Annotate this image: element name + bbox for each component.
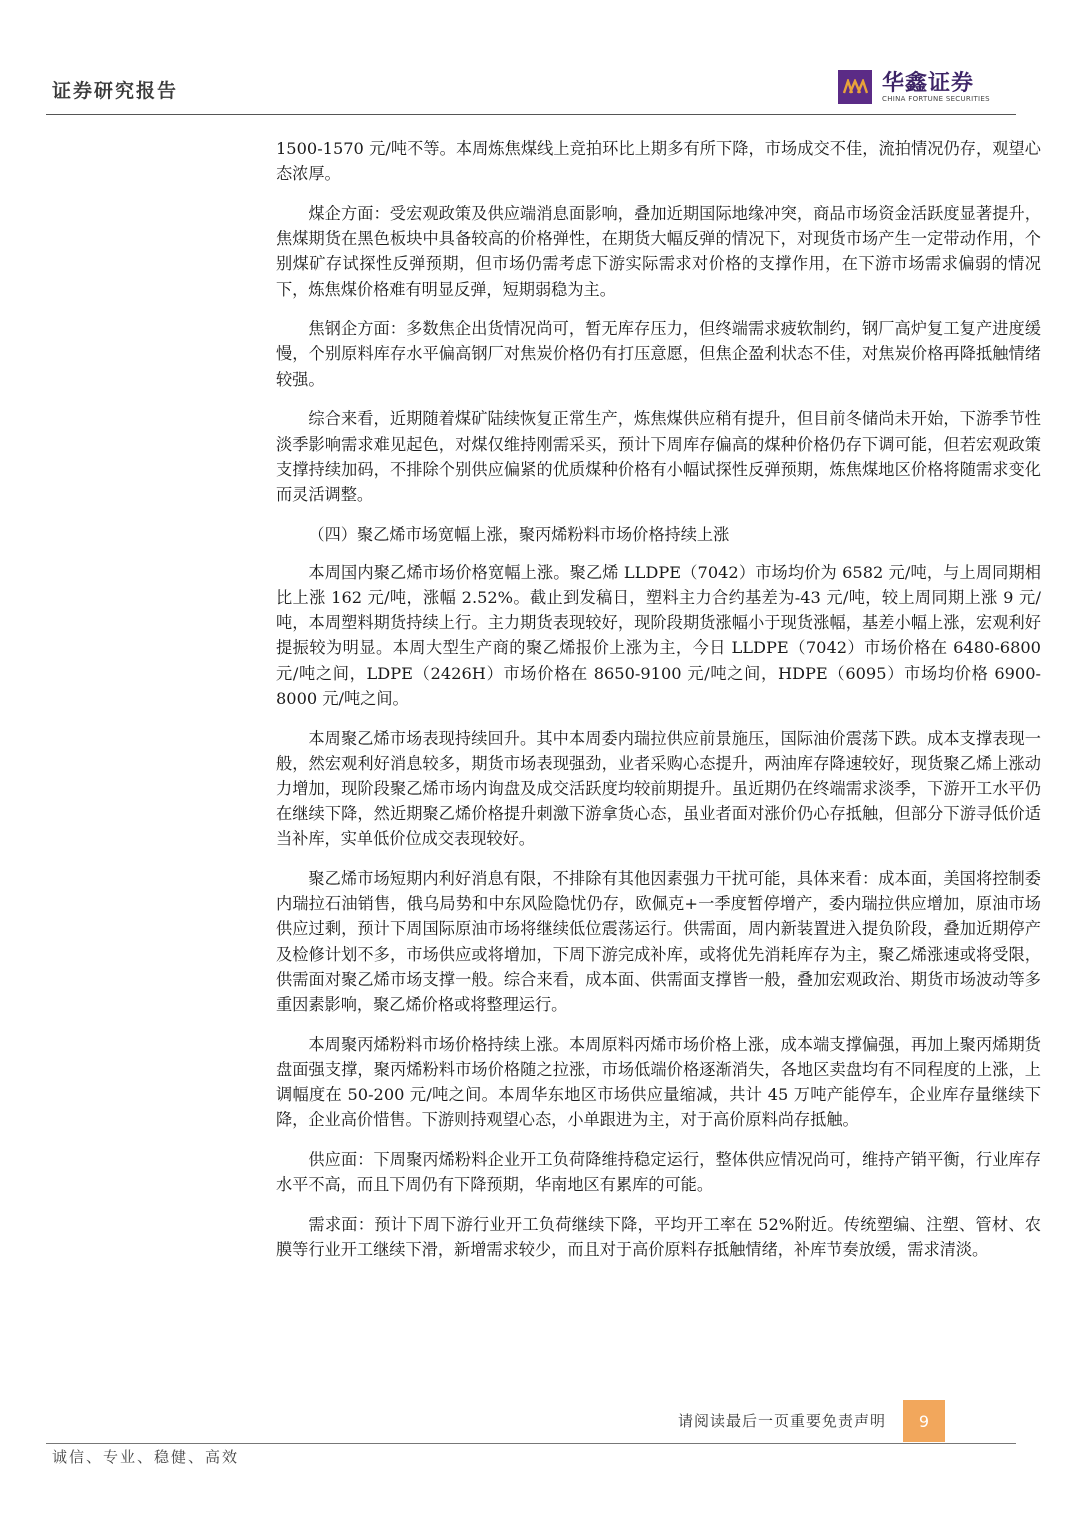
- paragraph: 煤企方面：受宏观政策及供应端消息面影响，叠加近期国际地缘冲突，商品市场资金活跃度显著提升，焦煤期货在黑色板块中具备较高的价格弹性，在期货大幅反弹的情况下，对现货市场产生一定带动作用，个别煤矿存试探性反弹预期，但市场仍需考虑下游实际需求对价格的支撑作用，在下游市场需求偏弱的情况下，炼焦煤价格难有明显反弹，短期弱稳为主。: [276, 203, 1041, 299]
- report-type-label: 证券研究报告: [52, 80, 179, 102]
- paragraph: 需求面：预计下周下游行业开工负荷继续下降，平均开工率在 52%附近。传统塑编、注塑、管材、农膜等行业开工继续下滑，新增需求较少，而且对于高价原料存抵触情绪，补库节奏放缓，需求清淡。: [276, 1215, 1041, 1260]
- logo-mark-icon: [838, 70, 872, 104]
- paragraph: 1500-1570 元/吨不等。本周炼焦煤线上竞拍环比上期多有所下降，市场成交不佳，流拍情况仍存，观望心态浓厚。: [276, 139, 1041, 184]
- paragraph: 供应面：下周聚丙烯粉料企业开工负荷降维持稳定运行，整体供应情况尚可，维持产销平衡，行业库存水平不高，而且下周仍有下降预期，华南地区有累库的可能。: [276, 1150, 1041, 1195]
- paragraph: 综合来看，近期随着煤矿陆续恢复正常生产，炼焦煤供应稍有提升，但目前冬储尚未开始，下游季节性淡季影响需求难见起色，对煤仅维持刚需采买，预计下周库存偏高的煤种价格仍存下调可能，但若宏观政策支撑持续加码，不排除个别供应偏紧的优质煤种价格有小幅试探性反弹预期，炼焦煤地区价格将随需求变化而灵活调整。: [276, 409, 1041, 504]
- company-logo: [838, 70, 1018, 104]
- report-body: [276, 136, 1041, 1277]
- logo-english-name: CHINA FORTUNE SECURITIES: [882, 95, 990, 103]
- company-motto: 诚信、专业、稳健、高效: [52, 1448, 240, 1466]
- section-heading: （四）聚乙烯市场宽幅上涨，聚丙烯粉料市场价格持续上涨: [308, 524, 730, 544]
- logo-chinese-name: 华鑫证券: [882, 71, 975, 96]
- paragraph: 本周国内聚乙烯市场价格宽幅上涨。聚乙烯 LLDPE（7042）市场均价为 6582 元/吨，与上周同期相比上涨 162 元/吨，涨幅 2.52%。截止到发稿日，塑料主力合约基差为-43 元/吨，较上周同期上涨 9 元/吨，本周塑料期货持续上行。主力期货表现较好，现阶段期货涨幅小于现货涨幅，基差小幅上涨，宏观利好提振较为明显。本周大型生产商的聚乙烯报价上涨为主，今日 LLDPE（7042）市场价格在 6480-6800 元/吨之间，LDPE（2426H）市场价格在 8650-9100 元/吨之间，HDPE（6095）市场均价格 6900-8000 元/吨之间。: [276, 562, 1041, 708]
- paragraph: 本周聚乙烯市场表现持续回升。其中本周委内瑞拉供应前景施压，国际油价震荡下跌。成本支撑表现一般，然宏观利好消息较多，期货市场表现强劲，业者采购心态提升，两油库存降速较好，现货聚乙烯上涨动力增加，现阶段聚乙烯市场内询盘及成交活跃度均较前期提升。虽近期仍在终端需求淡季，下游开工水平仍在继续下降，然近期聚乙烯价格提升刺激下游拿货心态，虽业者面对涨价仍心存抵触，但部分下游寻低价适当补库，实单低价位成交表现较好。: [276, 728, 1041, 849]
- footer-divider: [46, 1443, 1016, 1444]
- disclaimer-note: 请阅读最后一页重要免责声明: [678, 1412, 887, 1430]
- paragraph: 焦钢企方面：多数焦企出货情况尚可，暂无库存压力，但终端需求疲软制约，钢厂高炉复工复产进度缓慢，个别原料库存水平偏高钢厂对焦炭价格仍有打压意愿，但焦企盈利状态不佳，对焦炭价格再降抵触情绪较强。: [276, 319, 1041, 389]
- header-divider: [46, 114, 1016, 115]
- paragraph: 本周聚丙烯粉料市场价格持续上涨。本周原料丙烯市场价格上涨，成本端支撑偏强，再加上聚丙烯期货盘面强支撑，聚丙烯粉料市场价格随之拉涨，市场低端价格逐渐消失，各地区卖盘均有不同程度的上涨，上调幅度在 50-200 元/吨之间。本周华东地区市场供应量缩减，共计 45 万吨产能停车，企业库存量继续下降，企业高价惜售。下游则持观望心态，小单跟进为主，对于高价原料尚存抵触。: [276, 1034, 1041, 1130]
- paragraph: 聚乙烯市场短期内利好消息有限，不排除有其他因素强力干扰可能，具体来看：成本面，美国将控制委内瑞拉石油销售，俄乌局势和中东风险隐忧仍存，欧佩克+一季度暂停增产，委内瑞拉供应增加，原油市场供应过剩，预计下周国际原油市场将继续低位震荡运行。供需面，周内新装置进入提负阶段，叠加近期停产及检修计划不多，市场供应或将增加，下周下游完成补库，或将优先消耗库存为主，聚乙烯涨速或将受限，供需面对聚乙烯市场支撑一般。综合来看，成本面、供需面支撑皆一般，叠加宏观政治、期货市场波动等多重因素影响，聚乙烯价格或将整理运行。: [276, 869, 1041, 1015]
- page-number: 9: [903, 1400, 945, 1442]
